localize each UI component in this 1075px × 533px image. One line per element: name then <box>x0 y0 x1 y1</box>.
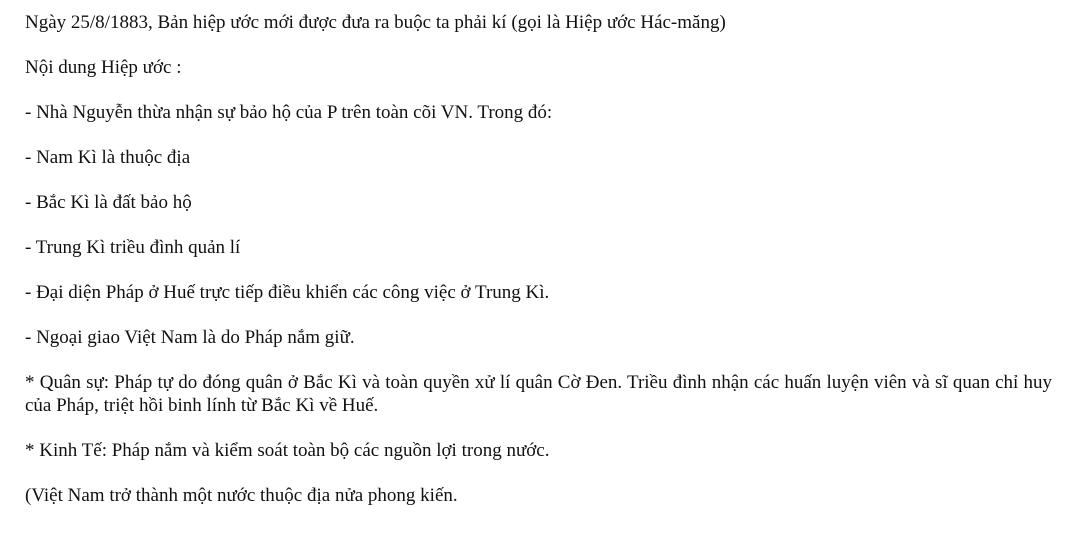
paragraph-protectorate: - Nhà Nguyễn thừa nhận sự bảo hộ của P trên toàn cõi VN. Trong đó: <box>25 102 553 123</box>
paragraph-treaty-intro: Ngày 25/8/1883, Bản hiệp ước mới được đưa ra buộc ta phải kí (gọi là Hiệp ước Hác-măng) <box>25 12 726 33</box>
paragraph-economy: * Kinh Tế: Pháp nắm và kiểm soát toàn bộ các nguồn lợi trong nước. <box>25 440 550 461</box>
document-body <box>25 11 1052 507</box>
paragraph-conclusion: (Việt Nam trở thành một nước thuộc địa nửa phong kiến. <box>25 485 458 506</box>
paragraph-military: * Quân sự: Pháp tự do đóng quân ở Bắc Kì và toàn quyền xử lí quân Cờ Đen. Triều đình nhận các huấn luyện viên và sĩ quan chỉ huy của Pháp, triệt hồi binh lính từ Bắc Kì về Huế. <box>25 372 1052 416</box>
paragraph-foreign-affairs: - Ngoại giao Việt Nam là do Pháp nắm giữ. <box>25 327 355 348</box>
paragraph-trung-ki: - Trung Kì triều đình quản lí <box>25 237 241 258</box>
paragraph-treaty-content-heading: Nội dung Hiệp ước : <box>25 57 182 78</box>
paragraph-nam-ki: - Nam Kì là thuộc địa <box>25 147 191 168</box>
paragraph-hue-representative: - Đại diện Pháp ở Huế trực tiếp điều khiển các công việc ở Trung Kì. <box>25 282 550 303</box>
paragraph-bac-ki: - Bắc Kì là đất bảo hộ <box>25 192 192 213</box>
